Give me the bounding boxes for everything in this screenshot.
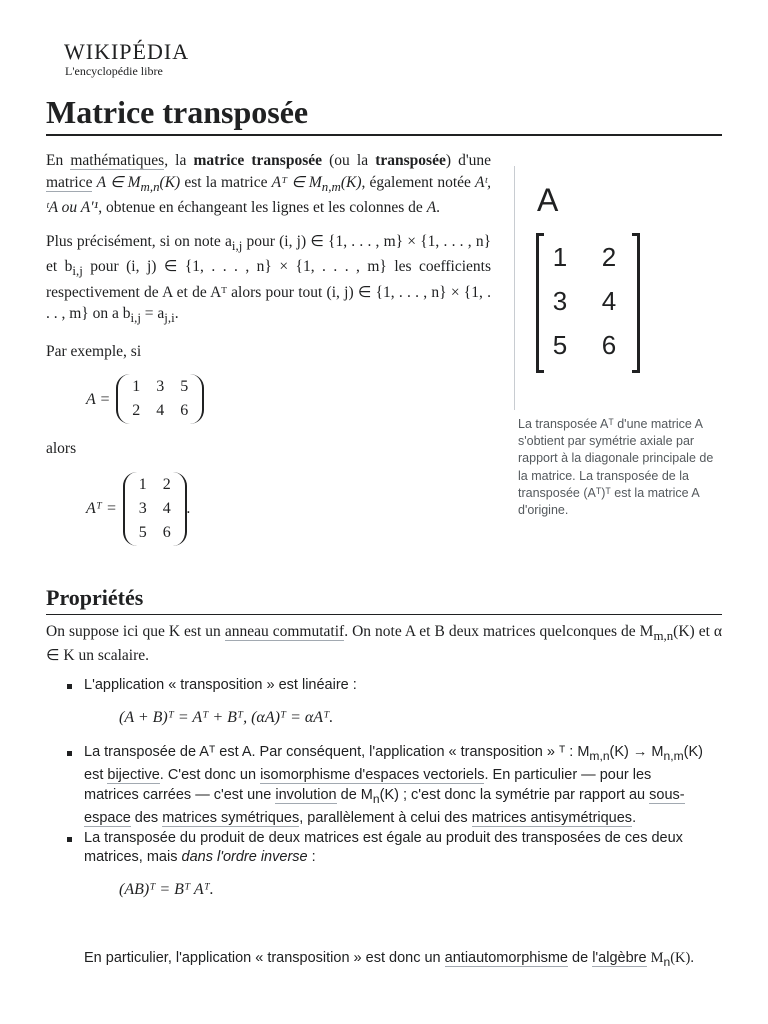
text: . C'est donc un xyxy=(159,767,257,784)
italic-text: dans l'ordre inverse xyxy=(181,849,308,866)
text: (ou la xyxy=(329,152,369,169)
link-antiautomorphisme[interactable]: antiautomorphisme xyxy=(444,950,568,966)
matrix-cell: 5 xyxy=(552,330,568,360)
properties-list xyxy=(66,676,706,915)
link-algebre[interactable]: l'algèbre xyxy=(592,950,647,966)
math-sub: n,m xyxy=(321,178,341,194)
equation-A xyxy=(86,374,491,424)
matrix-cell: 3 xyxy=(156,378,165,396)
math-part: (K). xyxy=(670,950,694,966)
link-mathematiques[interactable]: mathématiques xyxy=(70,152,165,169)
link-involution[interactable]: involution xyxy=(275,786,337,803)
matrix-cell: 6 xyxy=(180,402,189,420)
math-sub: m,n xyxy=(589,748,610,763)
matrix-cell: 4 xyxy=(156,402,165,420)
text: En particulier, l'application « transposition » est donc un xyxy=(84,950,441,966)
math-part: (K) xyxy=(159,173,181,191)
text: La transposée du produit de deux matrices est égale au produit des transposées de ces deux matrices, mais xyxy=(84,829,683,866)
page-title: Matrice transposée xyxy=(46,92,722,136)
section-heading-proprietes: Propriétés xyxy=(46,584,722,615)
matrix-A xyxy=(116,374,204,424)
equation-lhs: Aᵀ = xyxy=(86,500,117,518)
link-anneau-commutatif[interactable]: anneau commutatif xyxy=(224,623,345,640)
equation-product: (AB)ᵀ = Bᵀ Aᵀ. xyxy=(119,880,214,898)
matrix-cell: 1 xyxy=(552,242,568,272)
math: A xyxy=(426,199,437,217)
text: . En particulier — pour les matrices carrées — c'est une xyxy=(84,767,652,803)
text: . xyxy=(174,305,179,323)
math-sub: i,j xyxy=(72,263,83,279)
math-sub: n xyxy=(372,791,380,806)
text: L'application « transposition » est linéaire : xyxy=(84,677,357,693)
logo-tagline: L'encyclopédie libre xyxy=(65,64,163,78)
text: En xyxy=(46,152,64,169)
text: = a xyxy=(140,305,165,323)
logo-wordmark: WIKIPÉDIA xyxy=(64,39,190,64)
matrix-cell: 6 xyxy=(162,523,171,541)
math-sub: j,i xyxy=(164,310,175,326)
link-isomorphisme[interactable]: isomorphisme d'espaces vectoriels xyxy=(260,767,485,784)
text: , parallèlement à celui des xyxy=(299,810,468,827)
text: pour (i, j) ∈ {1, . . . , m} × {1, . . . , n} et b xyxy=(46,232,492,276)
link-matrices-antisymetriques[interactable]: matrices antisymétriques xyxy=(471,810,633,827)
list-item xyxy=(66,829,706,900)
equation-end: . xyxy=(186,500,191,518)
matrix-cell: 1 xyxy=(138,475,147,493)
math: Aᵗ, ᵗA ou A′¹ xyxy=(46,173,491,217)
math-part: A ∈ M xyxy=(96,173,141,191)
math-part: M xyxy=(650,950,664,966)
text: : xyxy=(307,849,316,866)
list-item xyxy=(66,676,706,727)
text: pour (i, j) ∈ {1, . . . , n} × {1, . . . , m} les coefficients respectivement de A et de Aᵀ alors pour tout (i, j) ∈ {1, . . . , n} × {1, . . . , m} on a b xyxy=(46,258,492,323)
link-bijective[interactable]: bijective xyxy=(107,767,160,784)
equation-AT xyxy=(86,472,491,546)
text: (K) est xyxy=(84,744,703,784)
math xyxy=(96,173,181,194)
math-part: Aᵀ ∈ M xyxy=(271,173,322,191)
bold-term: transposée xyxy=(375,152,446,169)
text: . On note A et B deux matrices quelconques de M xyxy=(344,623,654,640)
text: est la matrice xyxy=(184,173,268,191)
math-sub: n,m xyxy=(663,748,684,763)
text: Plus précisément, si on note a xyxy=(46,232,232,250)
intro-paragraph-2 xyxy=(46,231,491,329)
alors-text: alors xyxy=(46,440,77,458)
equation-linearity: (A + B)ᵀ = Aᵀ + Bᵀ, (αA)ᵀ = αAᵀ. xyxy=(119,708,334,726)
text: , la xyxy=(164,152,187,169)
link-matrice[interactable]: matrice xyxy=(46,173,93,191)
text: (K) et α ∈ K un scalaire. xyxy=(46,623,723,665)
text: de M xyxy=(340,786,373,803)
matrix-cell: 2 xyxy=(162,475,171,493)
intro-column xyxy=(46,150,491,560)
math-sub: i,j xyxy=(130,310,141,326)
wikipedia-logo[interactable] xyxy=(64,40,189,78)
equation-lhs: A = xyxy=(86,390,111,408)
matrix-cell: 1 xyxy=(132,378,141,396)
closing-paragraph xyxy=(84,948,704,972)
matrix-cell: 5 xyxy=(138,523,147,541)
math-sub: m,n xyxy=(653,628,674,644)
math xyxy=(271,173,362,194)
text: (K) ; c'est donc la symétrie par rapport au xyxy=(379,786,646,803)
text: de xyxy=(572,950,589,966)
matrix-cell: 4 xyxy=(162,499,171,517)
intro-paragraph-3: Par exemple, si xyxy=(46,342,142,360)
infobox-caption: La transposée Aᵀ d'une matrice A s'obtient par symétrie axiale par rapport à la diagonale principale de la matrice. La transposée de la transposée (Aᵀ)ᵀ est la matrice A d'origine. xyxy=(518,417,714,518)
link-sous-espace[interactable]: sous-espace xyxy=(84,786,685,827)
text: On suppose ici que K est un xyxy=(46,623,221,640)
list-item xyxy=(66,743,706,829)
link-matrices-symetriques[interactable]: matrices symétriques xyxy=(162,810,300,827)
bold-term: matrice transposée xyxy=(193,152,322,169)
text: . xyxy=(632,810,637,827)
infobox-label: A xyxy=(537,182,559,218)
matrix-cell: 4 xyxy=(601,286,617,316)
matrix-cell: 2 xyxy=(132,402,141,420)
text: La transposée de Aᵀ est A. Par conséquent, l'application « transposition » ᵀ : M xyxy=(84,744,590,760)
text: ) d'une xyxy=(445,152,492,169)
matrix-cell: 3 xyxy=(138,499,147,517)
matrix-cell: 2 xyxy=(601,242,617,272)
math-part: (K) xyxy=(340,173,362,191)
matrix-cell: 6 xyxy=(601,330,617,360)
text: (K) → M xyxy=(609,744,664,760)
text: des xyxy=(134,810,159,827)
text: , obtenue en échangeant les lignes et les colonnes de xyxy=(98,199,423,217)
section-intro xyxy=(46,622,722,666)
matrix-cell: 3 xyxy=(552,286,568,316)
math-sub: m,n xyxy=(140,178,160,194)
math-sub: i,j xyxy=(231,237,243,253)
infobox-matrix[interactable] xyxy=(536,236,640,370)
infobox-divider xyxy=(514,166,515,410)
matrix-cell: 5 xyxy=(180,378,189,396)
matrix-AT xyxy=(123,472,187,546)
intro-paragraph-1: En mathématiques, la matrice transposée (ou la transposée) d'une matrice A ∈ $M_{m,n}(K)$ est la matrice Aᵀ ∈ $M_{n,m}(K)$, également notée Aᵗ, ᵗA ou A′¹, obtenue en échangeant les lignes et les colonnes de A. xyxy=(46,152,492,217)
text: , également notée xyxy=(361,173,471,191)
math-sub: n xyxy=(663,954,671,969)
